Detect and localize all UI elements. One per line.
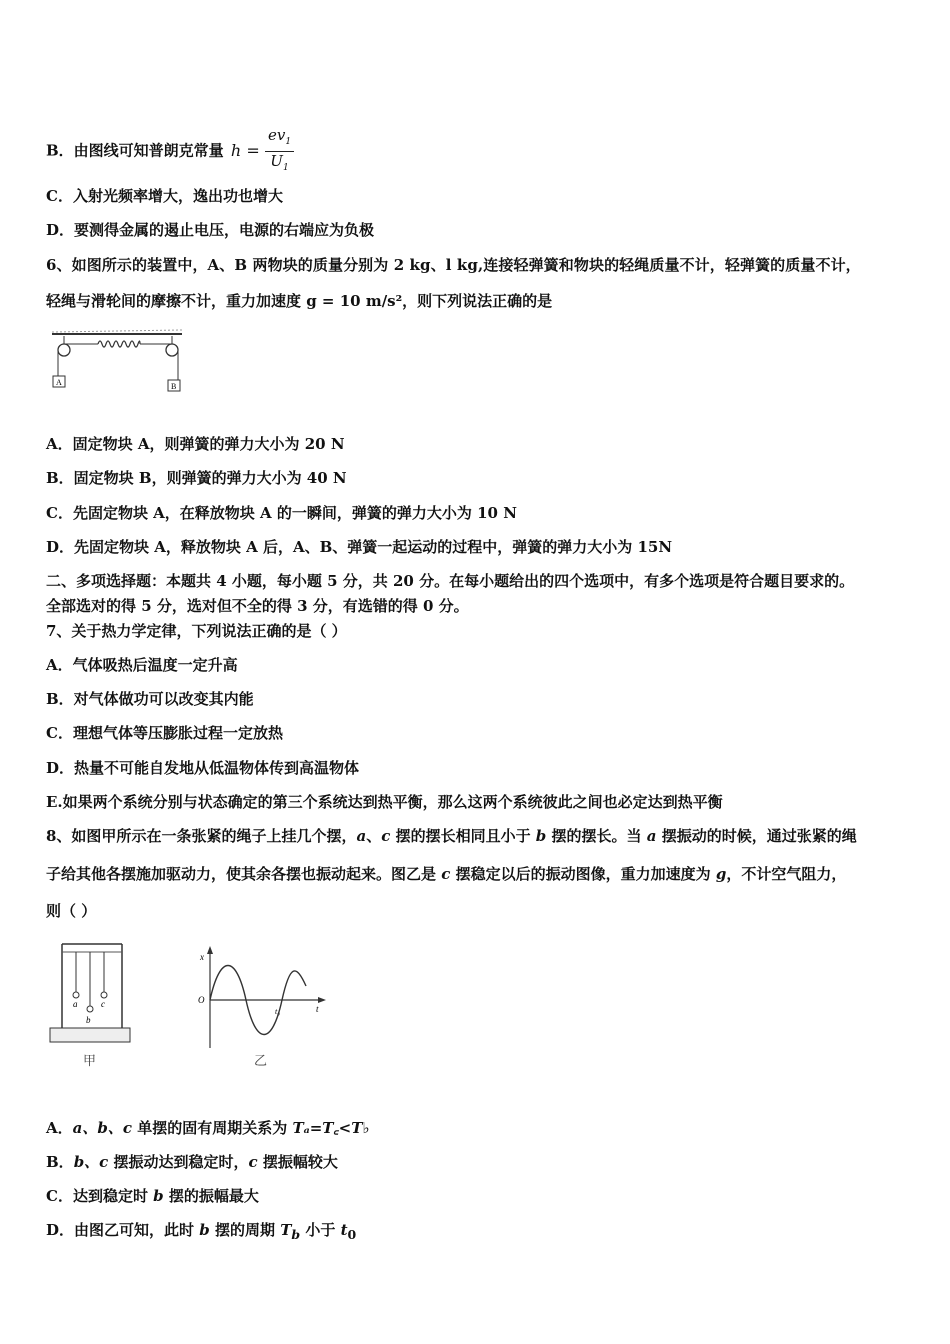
option-5b-text: B．由图线可知普朗克常量 (46, 141, 224, 160)
label-c: c (101, 999, 105, 1009)
pendulum-a (73, 992, 79, 998)
option-7c: C．理想气体等压膨胀过程一定放热 (46, 724, 283, 742)
option-5c: C．入射光频率增大，逸出功也增大 (46, 187, 283, 205)
option-7e: E.如果两个系统分别与状态确定的第三个系统达到热平衡，那么这两个系统彼此之间也必定达到热平衡 (46, 793, 723, 811)
spring (98, 341, 140, 347)
label-b: b (86, 1015, 91, 1025)
caption-yi: 乙 (254, 1053, 268, 1068)
pendulum-b (87, 1006, 93, 1012)
option-8a: A．a、b、c 单摆的固有周期关系为 Tₐ=T꜀<T♭ (46, 1119, 370, 1137)
x-axis-label: t (316, 1004, 319, 1014)
pendulum-c (101, 992, 107, 998)
planck-fraction: $\frac{ev_1}{U_1}$ (265, 126, 294, 177)
caption-jia: 甲 (83, 1053, 97, 1068)
question-6-stem-1: 6、如图所示的装置中，A、B 两物块的质量分别为 2 kg、l kg,连接轻弹簧和物块的轻绳质量不计，轻弹簧的质量不计， (46, 256, 861, 274)
pendulum-frame-figure (46, 940, 136, 1070)
question-8-stem-2: 子给其他各摆施加驱动力，使其余各摆也振动起来。图乙是 c 摆稳定以后的振动图像，重力加速度为 g，不计空气阻力， (46, 865, 847, 883)
pulley-right (166, 344, 178, 356)
question-7-stem: 7、关于热力学定律，下列说法正确的是（ ） (46, 622, 347, 640)
t0-label: t₀ (275, 1007, 281, 1016)
option-6d: D．先固定物块 A，释放物块 A 后，A、B、弹簧一起运动的过程中，弹簧的弹力大小为 15N (46, 538, 673, 556)
option-5d: D．要测得金属的遏止电压，电源的右端应为负极 (46, 221, 375, 239)
option-7d: D．热量不可能自发地从低温物体传到高温物体 (46, 759, 360, 777)
section-2-heading-1: 二、多项选择题：本题共 4 小题，每小题 5 分，共 20 分。在每小题给出的四个选项中，有多个选项是符合题目要求的。 (46, 572, 855, 590)
label-a: a (73, 999, 78, 1009)
block-b-label: B (171, 382, 177, 391)
y-axis-label: x (200, 952, 204, 962)
formula-lhs: h = (230, 140, 260, 160)
question-8-stem-3: 则（ ） (46, 902, 97, 920)
question-8-stem-1: 8、如图甲所示在一条张紧的绳子上挂几个摆，a、c 摆的摆长相同且小于 b 摆的摆长。当 a 摆振动的时候，通过张紧的绳 (46, 827, 857, 845)
option-7b: B．对气体做功可以改变其内能 (46, 690, 254, 708)
option-8b: B．b、c 摆振动达到稳定时，c 摆振幅较大 (46, 1153, 338, 1171)
option-6a: A．固定物块 A，则弹簧的弹力大小为 20 N (46, 435, 345, 453)
origin-label: O (198, 995, 205, 1005)
question-6-stem-2: 轻绳与滑轮间的摩擦不计，重力加速度 g = 10 m/s²，则下列说法正确的是 (46, 292, 553, 310)
vibration-graph-figure (196, 940, 336, 1070)
option-6b: B．固定物块 B，则弹簧的弹力大小为 40 N (46, 469, 347, 487)
option-6c: C．先固定物块 A，在释放物块 A 的一瞬间，弹簧的弹力大小为 10 N (46, 504, 517, 522)
option-8d: D．由图乙可知，此时 b 摆的周期 $T_b$ 小于 $t_0$ (46, 1221, 357, 1242)
option-8c: C．达到稳定时 b 摆的振幅最大 (46, 1187, 259, 1205)
option-7a: A．气体吸热后温度一定升高 (46, 656, 238, 674)
section-2-heading-2: 全部选对的得 5 分，选对但不全的得 3 分，有选错的得 0 分。 (46, 597, 469, 615)
option-5b (46, 126, 294, 177)
block-a-label: A (56, 378, 62, 387)
pulley-left (58, 344, 70, 356)
frame-base (50, 1028, 130, 1042)
spring-pulley-figure (48, 322, 188, 398)
